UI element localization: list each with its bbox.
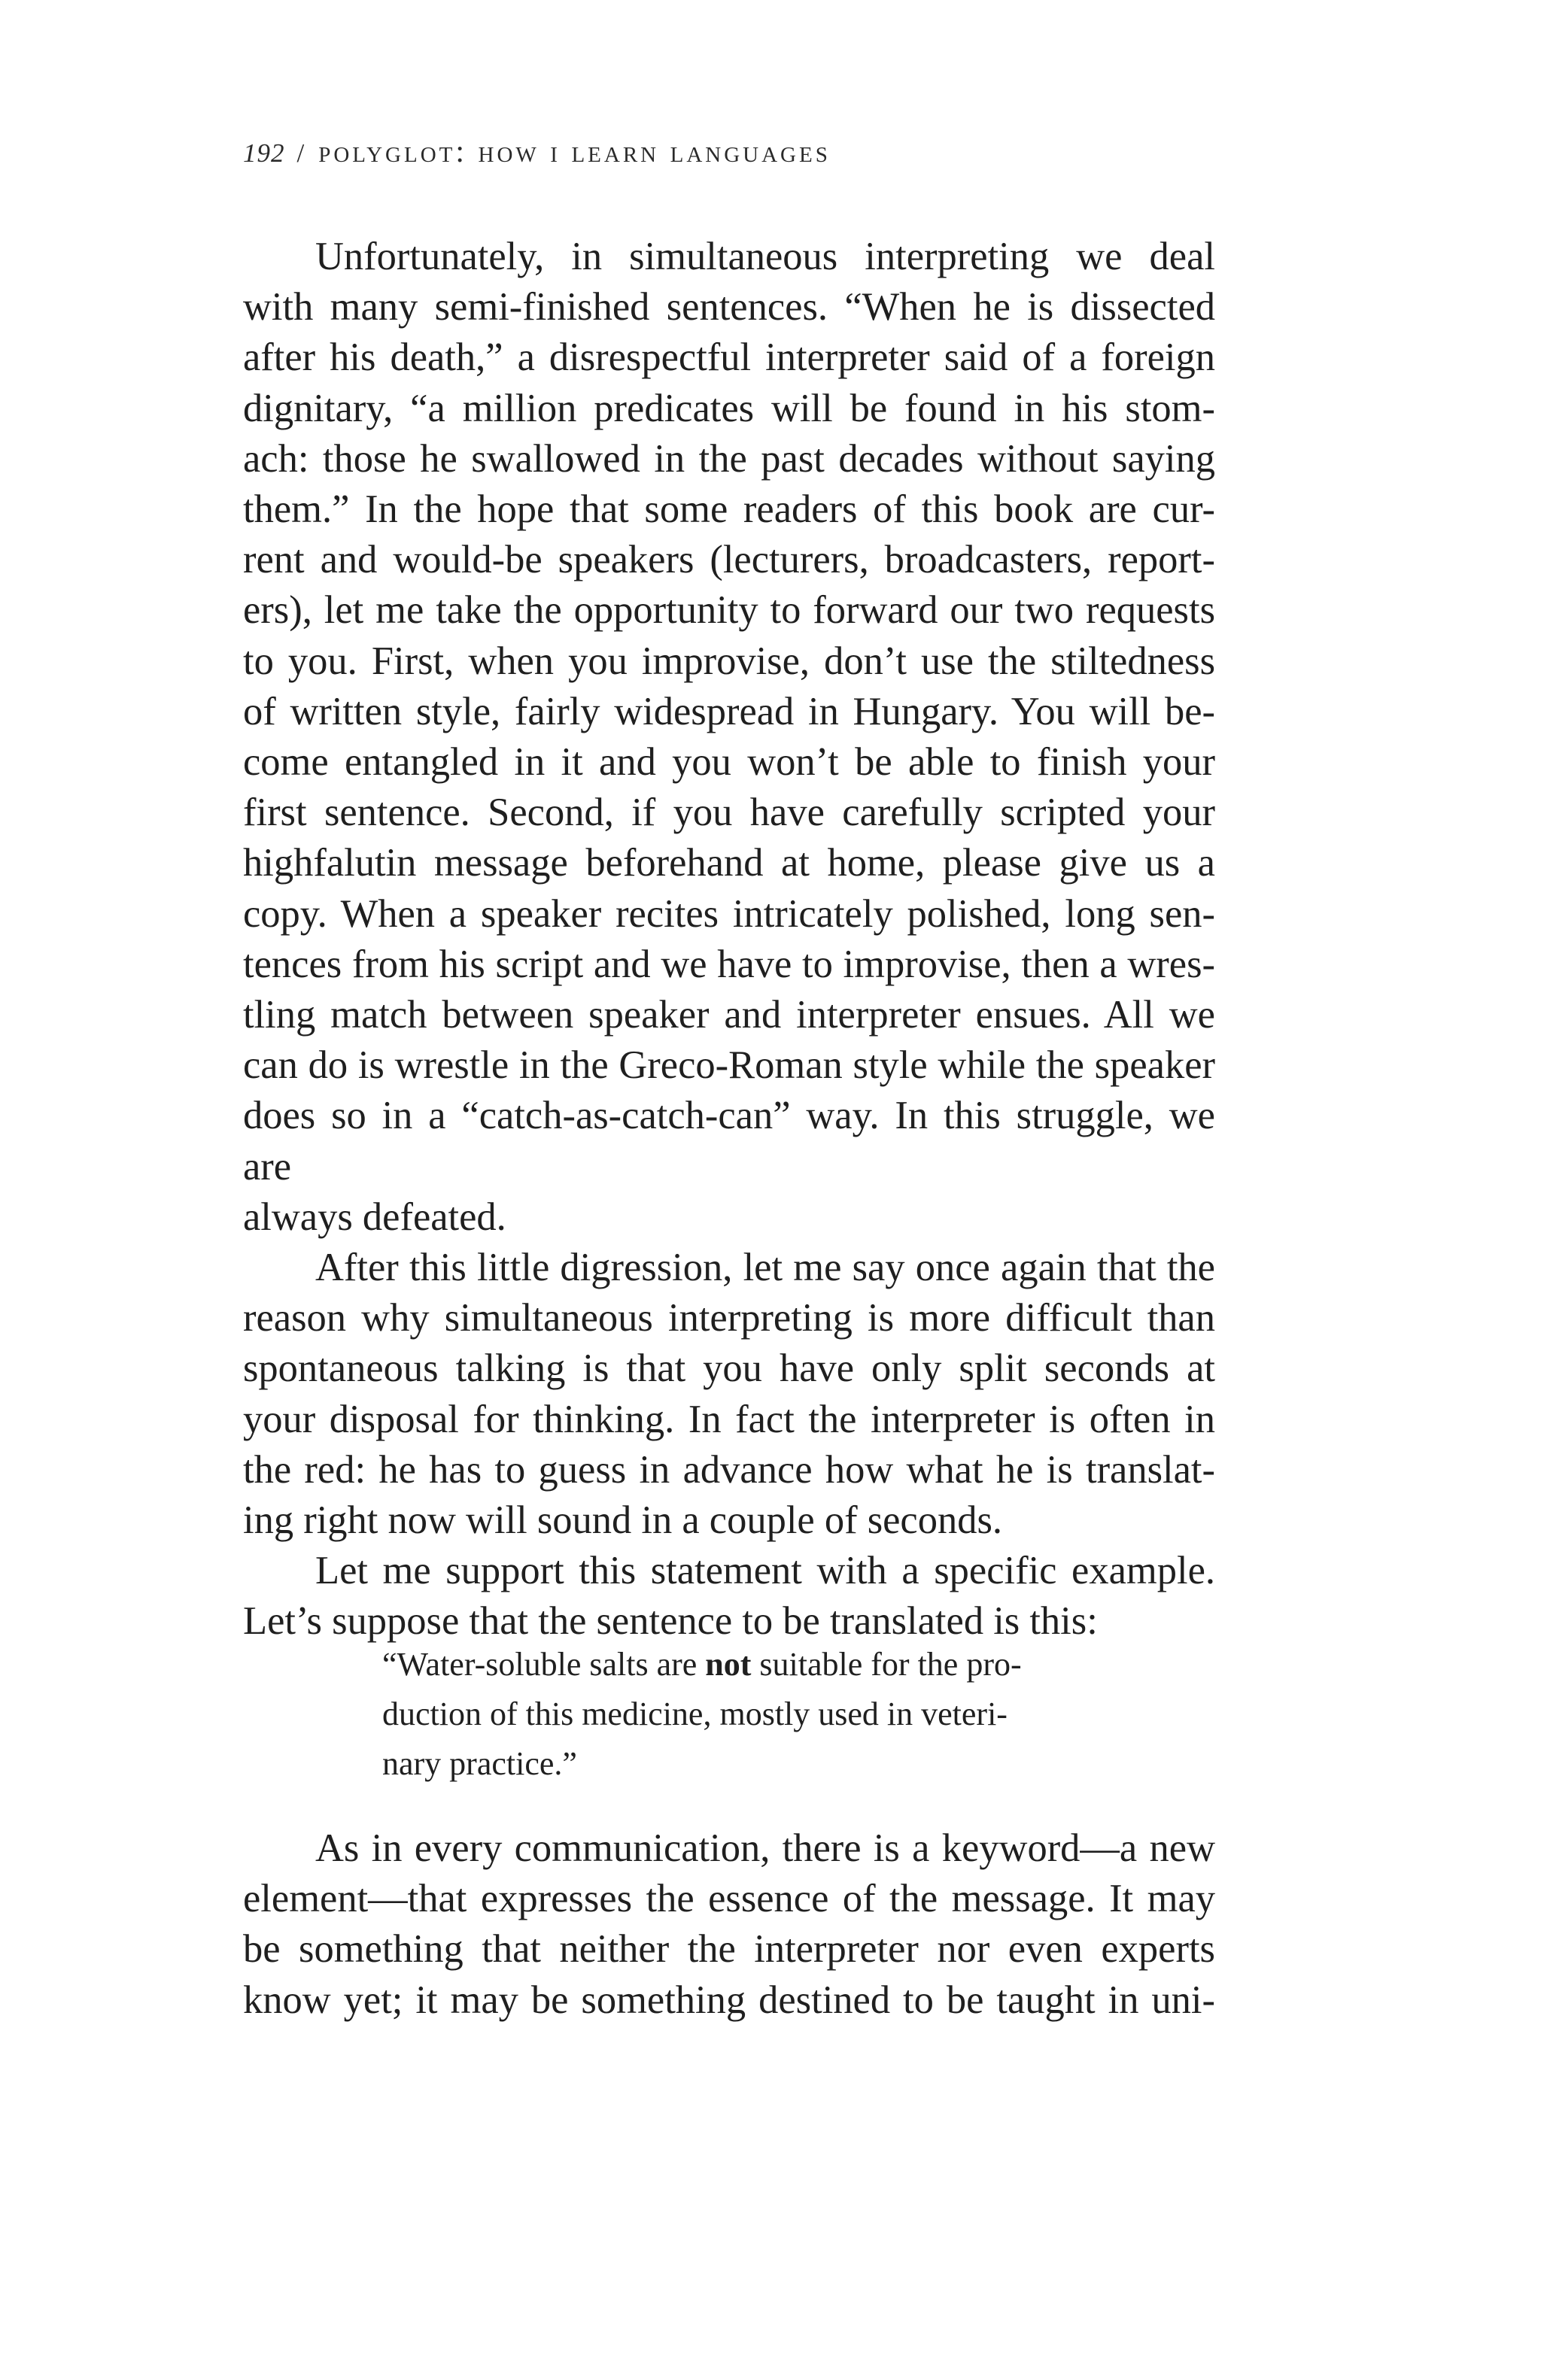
book-title: polyglot: how i learn languages (318, 135, 831, 169)
text-line: the red: he has to guess in advance how what he is translat- (243, 1447, 1215, 1492)
text-line: first sentence. Second, if you have carefully scripted your (243, 791, 1215, 835)
text-line: Let’s suppose that the sentence to be translated is this: (243, 1599, 1098, 1644)
text-line: rent and would-be speakers (lecturers, broadcasters, report- (243, 538, 1215, 582)
text-line: tences from his script and we have to improvise, then a wres- (243, 942, 1215, 986)
text-line: after his death,” a disrespectful interpreter said of a foreign (243, 335, 1215, 380)
paragraph-3 (243, 1546, 1215, 1647)
text-line: ach: those he swallowed in the past decades without saying (243, 436, 1215, 481)
text-line: them.” In the hope that some readers of this book are cur- (243, 487, 1215, 532)
text-line: element—that expresses the essence of the message. It may (243, 1877, 1215, 1921)
text-line: reason why simultaneous interpreting is more difficult than (243, 1296, 1215, 1340)
text-line: After this little digression, let me say once again that the (315, 1246, 1215, 1290)
quote-text: “Water-soluble salts are (382, 1646, 706, 1683)
text-line: ers), let me take the opportunity to forward our two requests (243, 588, 1215, 633)
text-line: highfalutin message beforehand at home, please give us a (243, 841, 1215, 885)
text-line: of written style, fairly widespread in Hungary. You will be- (243, 689, 1215, 733)
example-quote (382, 1640, 1105, 1789)
text-line: ing right now will sound in a couple of seconds. (243, 1498, 1003, 1543)
text-line: Unfortunately, in simultaneous interpreting we deal (315, 235, 1215, 278)
text-line: with many semi-finished sentences. “When he is dissected (243, 285, 1215, 329)
text-line: does so in a “catch-as-catch-can” way. In this struggle, we are (243, 1094, 1215, 1188)
running-head (243, 134, 831, 170)
text-line: to you. First, when you improvise, don’t use the stiltedness (243, 639, 1215, 683)
text-line: copy. When a speaker recites intricately polished, long sen- (243, 891, 1215, 936)
text-line: always defeated. (243, 1195, 506, 1239)
quote-line-3: nary practice.” (382, 1745, 577, 1782)
quote-line-1 (382, 1640, 1105, 1689)
text-line: dignitary, “a million predicates will be found in his stom- (243, 386, 1215, 430)
text-line: As in every communication, there is a keyword—a new (315, 1826, 1215, 1870)
body-text-continued (243, 1823, 1215, 2026)
text-line: Let me support this statement with a specific example. (315, 1549, 1215, 1593)
text-line: be something that neither the interpreter nor even experts (243, 1927, 1215, 1972)
paragraph-2 (243, 1243, 1215, 1546)
text-line: know yet; it may be something destined to be taught in uni- (243, 1978, 1215, 2022)
text-line: your disposal for thinking. In fact the interpreter is often in (243, 1397, 1215, 1441)
text-line: tling match between speaker and interpreter ensues. All we (243, 993, 1215, 1037)
header-separator: / (296, 138, 307, 168)
quote-text: suitable for the pro- (751, 1646, 1022, 1683)
paragraph-1 (243, 232, 1215, 1243)
text-line: spontaneous talking is that you have only split seconds at (243, 1346, 1215, 1391)
paragraph-4 (243, 1823, 1215, 2026)
page-number: 192 (243, 138, 285, 168)
body-text (243, 232, 1215, 1647)
quote-emphasis: not (705, 1646, 752, 1683)
quote-line-2: duction of this medicine, mostly used in veteri- (382, 1695, 1008, 1732)
text-line: come entangled in it and you won’t be able to finish your (243, 740, 1215, 785)
text-line: can do is wrestle in the Greco-Roman style while the speaker (243, 1043, 1215, 1088)
